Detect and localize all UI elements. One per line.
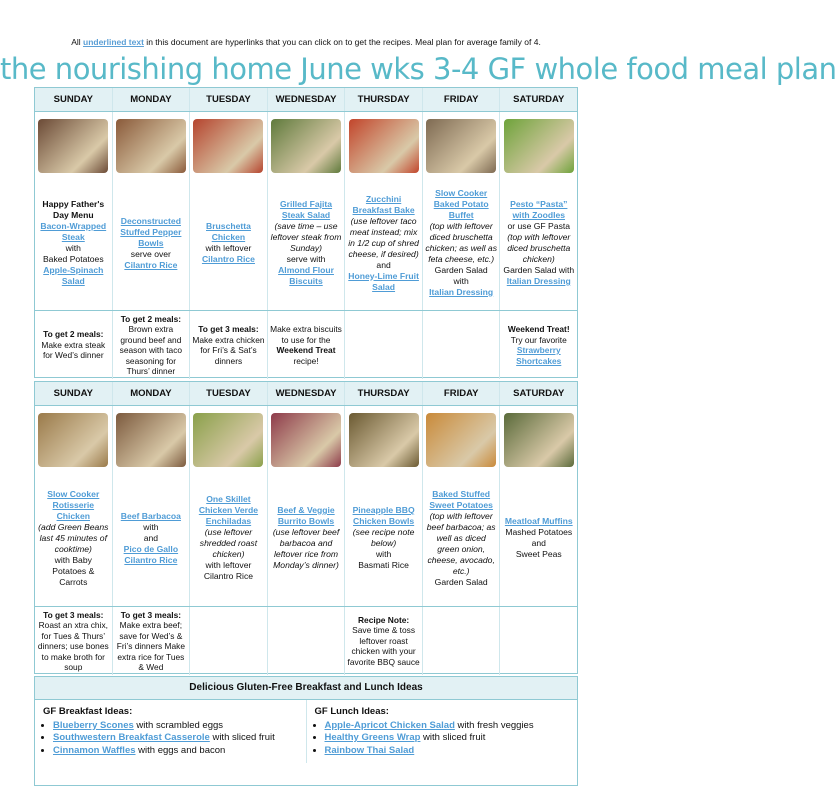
meal-photo (116, 413, 186, 467)
meal-photo (38, 413, 108, 467)
recipe-link[interactable]: Pesto “Pasta” with Zoodles (510, 199, 568, 220)
idea-item (53, 745, 298, 758)
note-underlined-text: underlined text (83, 37, 144, 47)
note-text: Make extra steak for Wed’s dinner (41, 339, 106, 361)
recipe-link[interactable]: Healthy Greens Wrap (324, 732, 421, 743)
page-title: the nourishing home June wks 3-4 GF whole food meal plan (0, 52, 836, 86)
meal-photo (426, 413, 496, 467)
meal-text (192, 473, 265, 603)
recipe-link[interactable]: Italian Dressing (506, 276, 571, 286)
note-cell-monday (113, 607, 191, 675)
recipe-link[interactable]: Cilantro Rice (201, 254, 255, 264)
day-header-wednesday: WEDNESDAY (268, 88, 346, 111)
note-cell-saturday (500, 311, 577, 379)
meal-line: with Baby Potatoes & Carrots (52, 554, 95, 587)
note-cell-sunday (35, 607, 113, 675)
week1-meals-row (35, 112, 577, 311)
meal-cell-tuesday (190, 112, 268, 310)
note-heading: Weekend Treat (276, 345, 336, 355)
recipe-link[interactable]: Almond Flour Biscuits (278, 265, 334, 286)
note-text: Roast an xtra chix, for Tues & Thurs’ dinners; use bones to make broth for soup (37, 620, 109, 672)
breakfast-lunch-ideas (34, 676, 578, 786)
idea-text: with scrambled eggs (133, 719, 224, 731)
recipe-link[interactable]: Baked Stuffed Sweet Potatoes (429, 488, 493, 510)
week2-day-header (35, 382, 577, 406)
recipe-link[interactable]: Cilantro Rice (124, 259, 178, 270)
note-heading: Weekend Treat! (507, 324, 570, 334)
meal-cell-thursday (345, 112, 423, 310)
meal-line: Garden Salad with (503, 265, 575, 275)
meal-photo (271, 413, 341, 467)
note-cell-monday (113, 311, 191, 379)
meal-photo (504, 119, 574, 173)
idea-item (53, 732, 298, 745)
meal-note: (save time – use leftover steak from Sunday) (270, 221, 342, 253)
day-header-monday: MONDAY (113, 88, 191, 111)
meal-cell-sunday (35, 112, 113, 310)
idea-item (325, 732, 570, 745)
meal-cell-sunday (35, 406, 113, 606)
recipe-link[interactable]: Rainbow Thai Salad (324, 744, 415, 756)
breakfast-list (43, 720, 298, 758)
day-header-saturday: SATURDAY (513, 388, 565, 399)
meal-cell-saturday (500, 406, 577, 606)
meal-photo (271, 119, 341, 173)
meal-line: with (375, 549, 392, 559)
meal-line: serve with (286, 254, 326, 264)
meal-line: with (143, 521, 159, 532)
meal-note: (top with leftover diced bruschetta chicken) (507, 232, 571, 264)
recipe-link[interactable]: Deconstructed Stuffed Pepper Bowls (120, 215, 182, 248)
recipe-link[interactable]: Strawberry Shortcakes (516, 345, 562, 366)
meal-cell-wednesday (268, 112, 346, 310)
recipe-link[interactable]: Apple-Spinach Salad (43, 265, 104, 286)
note-text: Make extra biscuits to use for the (270, 324, 342, 345)
note-cell-saturday (500, 607, 577, 675)
meal-cell-thursday (345, 406, 423, 606)
meal-text (37, 473, 110, 603)
day-header-monday: MONDAY (113, 382, 191, 405)
note-text: Save time & toss leftover roast chicken with your favorite BBQ sauce (347, 625, 420, 667)
note-cell-wednesday (268, 311, 346, 379)
meal-line: with (65, 243, 81, 253)
recipe-link[interactable]: Italian Dressing (429, 287, 494, 297)
day-header-sunday: SUNDAY (35, 88, 113, 111)
meal-note: (see recipe note below) (352, 527, 415, 548)
meal-photo (38, 119, 108, 173)
day-header-friday: FRIDAY (423, 88, 501, 111)
meal-line: Sweet Peas (515, 549, 562, 559)
recipe-link[interactable]: Meatloaf Muffins (504, 516, 573, 526)
meal-text (270, 179, 343, 307)
recipe-link[interactable]: Beef & Veggie Burrito Bowls (277, 505, 335, 526)
day-header-saturday: SATURDAY (513, 94, 565, 105)
week1-grid (34, 87, 578, 378)
week1-notes-row (35, 311, 577, 379)
meal-line: serve over (130, 248, 171, 259)
note-text: Make extra chicken for Fri’s & Sat’s dinners (192, 334, 265, 366)
note-cell-thursday (345, 607, 423, 675)
meal-text (347, 179, 420, 307)
note-text: Brown extra ground beef and season with taco seasoning for Thurs’ dinner (119, 324, 183, 376)
note-heading: To get 3 meals: (43, 609, 104, 620)
day-header-tuesday: TUESDAY (190, 382, 268, 405)
meal-text (425, 473, 498, 603)
note-heading: Recipe Note: (358, 614, 410, 625)
recipe-link[interactable]: Grilled Fajita Steak Salad (279, 199, 333, 220)
meal-heading: Happy Father's Day Menu (42, 199, 105, 220)
meal-text (37, 179, 110, 307)
day-header-wednesday: WEDNESDAY (268, 382, 346, 405)
meal-text (270, 473, 343, 603)
meal-cell-friday (423, 406, 501, 606)
meal-cell-wednesday (268, 406, 346, 606)
note-heading: To get 3 meals: (198, 324, 259, 334)
recipe-link[interactable]: Slow Cooker Baked Potato Buffet (433, 188, 489, 220)
meal-cell-friday (423, 112, 501, 310)
meal-text (121, 473, 181, 603)
week2-notes-row (35, 607, 577, 675)
note-cell-tuesday (190, 607, 268, 675)
recipe-link[interactable]: One Skillet Chicken Verde Enchiladas (198, 494, 259, 526)
lunch-list (315, 720, 570, 758)
recipe-link[interactable]: Bacon-Wrapped Steak (40, 221, 107, 242)
meal-photo (193, 119, 263, 173)
day-header-friday: FRIDAY (423, 382, 501, 405)
idea-text: with sliced fruit (209, 732, 275, 743)
note-cell-sunday (35, 311, 113, 379)
recipe-link[interactable]: Cinnamon Waffles (53, 744, 136, 756)
recipe-link[interactable]: Slow Cooker Rotisserie Chicken (47, 488, 100, 521)
meal-cell-monday (113, 406, 191, 606)
meal-text (347, 473, 420, 603)
week2-meals-row (35, 406, 577, 607)
meal-line: with leftover (205, 243, 252, 253)
note-cell-thursday (345, 311, 423, 379)
meal-photo (116, 119, 186, 173)
recipe-link[interactable]: Southwestern Breakfast Casserole (53, 732, 210, 743)
hyperlink-note (0, 37, 612, 47)
meal-photo (426, 119, 496, 173)
meal-note: (top with leftover beef barbacoa; as well as diced green onion, cheese, avocado, etc.) (426, 510, 496, 576)
idea-item (325, 720, 570, 733)
lunch-ideas (307, 700, 578, 763)
meal-line: Mashed Potatoes (505, 527, 573, 537)
meal-photo (349, 119, 419, 173)
note-text-post: in this document are hyperlinks that you can click on to get the recipes. Meal plan for average family of 4. (143, 37, 541, 47)
meal-photo (349, 413, 419, 467)
meal-line: and (376, 259, 391, 270)
recipe-link[interactable]: Blueberry Scones (53, 719, 134, 731)
note-text: Try our favorite (510, 334, 567, 345)
recipe-link[interactable]: Pineapple BBQ Chicken Bowls (352, 505, 415, 526)
recipe-link[interactable]: Bruschetta Chicken (206, 221, 251, 242)
meal-photo (504, 413, 574, 467)
day-header-thursday: THURSDAY (345, 88, 423, 111)
meal-line: Garden Salad (434, 265, 488, 275)
recipe-link[interactable]: Pico de Gallo (123, 543, 179, 554)
breakfast-ideas (35, 700, 307, 763)
meal-note: (add Green Beans last 45 minutes of cooktime) (38, 521, 109, 554)
recipe-link[interactable]: Cilantro Rice (124, 554, 178, 565)
meal-line: or use GF Pasta (507, 221, 571, 231)
note-cell-wednesday (268, 607, 346, 675)
meal-line: and (143, 532, 159, 543)
day-header-sunday: SUNDAY (35, 382, 113, 405)
idea-text: with fresh veggies (454, 719, 534, 731)
recipe-link[interactable]: Zucchini Breakfast Bake (352, 193, 415, 215)
meal-line: Garden Salad (434, 576, 488, 587)
recipe-link[interactable]: Honey-Lime Fruit Salad (348, 270, 419, 292)
meal-note: (use leftover beef barbacoa and leftover rice from Monday’s dinner) (272, 527, 340, 570)
meal-line: with (453, 276, 469, 286)
note-heading: To get 3 meals: (120, 609, 182, 620)
week2-grid (34, 381, 578, 674)
note-heading: To get 2 meals: (120, 313, 182, 324)
lunch-heading: GF Lunch Ideas: (314, 706, 389, 717)
note-text: Make extra beef; save for Wed’s & Fri’s dinners Make extra rice for Tues & Wed (116, 620, 185, 672)
recipe-link[interactable]: Apple-Apricot Chicken Salad (324, 719, 455, 731)
idea-text: with eggs and bacon (135, 744, 226, 756)
meal-note: (use leftover shredded roast chicken) (199, 527, 258, 559)
meal-line: Baked Potatoes (42, 254, 104, 264)
note-heading: To get 2 meals: (43, 329, 104, 340)
meal-cell-saturday (500, 112, 577, 310)
day-header-tuesday: TUESDAY (190, 88, 268, 111)
week1-day-header (35, 88, 577, 112)
idea-text: with sliced fruit (420, 732, 486, 743)
meal-text (502, 179, 575, 307)
meal-line: and (531, 538, 546, 548)
breakfast-heading: GF Breakfast Ideas: (43, 706, 133, 717)
meal-cell-tuesday (190, 406, 268, 606)
note-cell-friday (423, 311, 501, 379)
meal-cell-monday (113, 112, 191, 310)
meal-text (115, 179, 188, 307)
idea-item (325, 745, 570, 758)
day-header-thursday: THURSDAY (345, 382, 423, 405)
meal-note: (top with leftover diced bruschetta chicken; as well as feta cheese, etc.) (425, 221, 497, 264)
meal-text (425, 179, 498, 307)
idea-item (53, 720, 298, 733)
meal-photo (193, 413, 263, 467)
note-cell-tuesday (190, 311, 268, 379)
meal-line: Basmati Rice (358, 560, 409, 570)
note-text: recipe! (293, 355, 319, 366)
meal-text (192, 179, 265, 307)
meal-text (505, 473, 573, 603)
note-text-pre: All (71, 37, 83, 47)
note-cell-friday (423, 607, 501, 675)
meal-note: (use leftover taco meat instead; mix in 1/2 cup of shred cheese, if desired) (348, 215, 419, 259)
ideas-title: Delicious Gluten-Free Breakfast and Lunch Ideas (35, 677, 577, 700)
recipe-link[interactable]: Beef Barbacoa (120, 510, 181, 521)
meal-line: with leftover Cilantro Rice (203, 560, 254, 581)
